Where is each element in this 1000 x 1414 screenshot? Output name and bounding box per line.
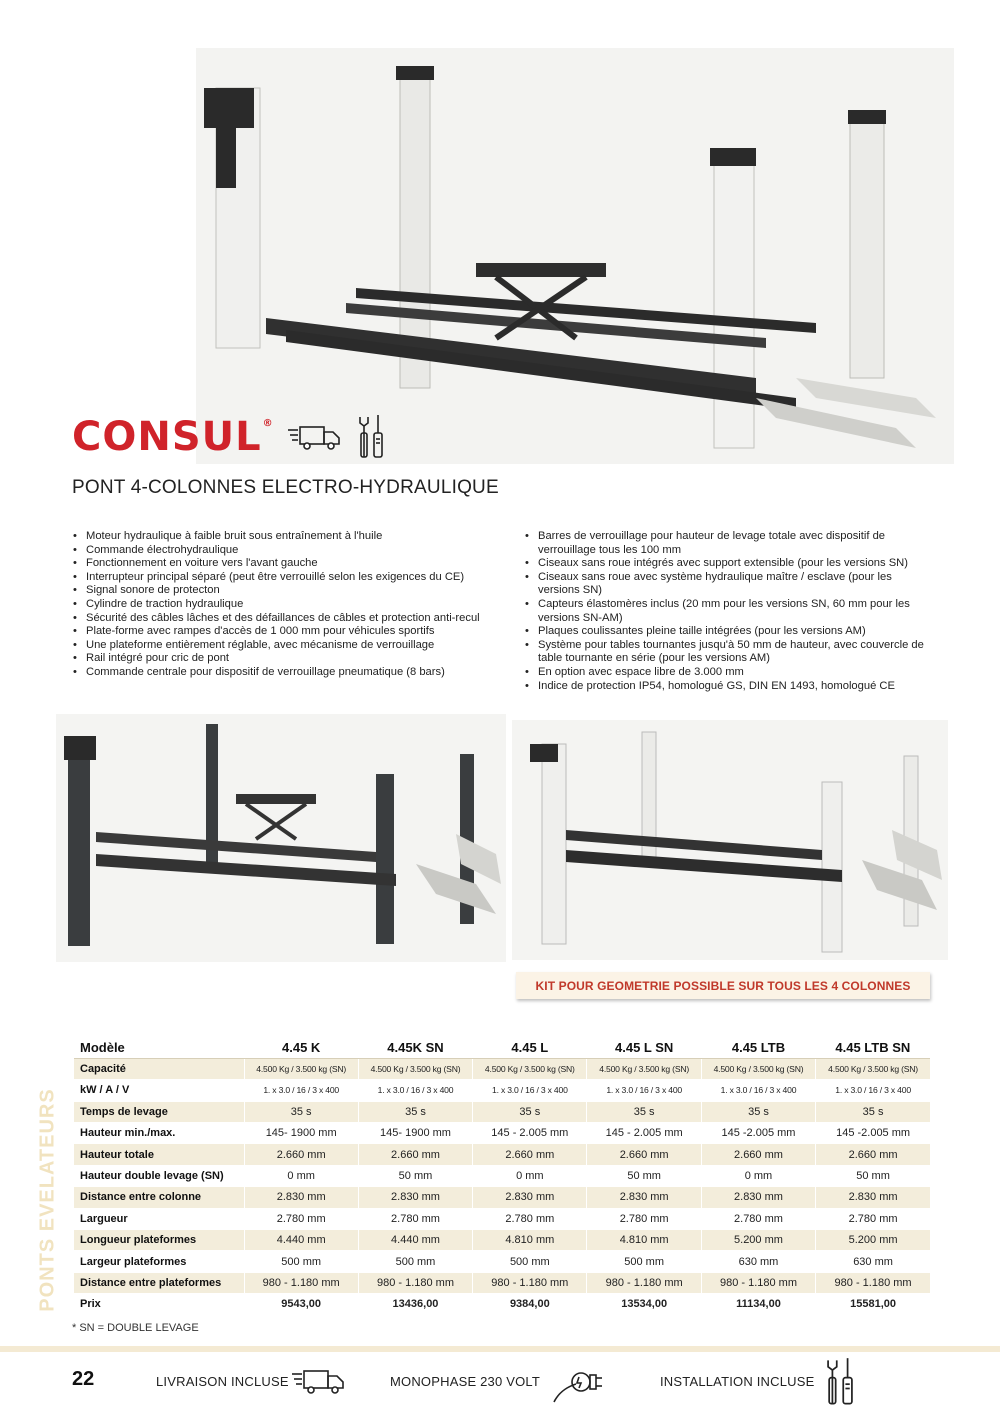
table-cell: 2.780 mm <box>816 1208 930 1229</box>
table-cell: 2.780 mm <box>701 1208 815 1229</box>
row-label: Hauteur totale <box>74 1144 244 1165</box>
table-cell: 2.660 mm <box>244 1144 358 1165</box>
table-row <box>74 1101 930 1122</box>
table-row <box>74 1187 930 1208</box>
table-cell: 2.830 mm <box>701 1187 815 1208</box>
table-cell: 980 - 1.180 mm <box>816 1272 930 1293</box>
hero-lift-photo <box>196 48 954 464</box>
table-cell: 5.200 mm <box>701 1230 815 1251</box>
column-header: 4.45 K <box>244 1037 358 1058</box>
row-label: Hauteur min./max. <box>74 1123 244 1144</box>
list-item: • Une plateforme entièrement réglable, avec mécanisme de verrouillage <box>72 639 502 653</box>
table-cell: 4.500 Kg / 3.500 kg (SN) <box>244 1058 358 1079</box>
list-item: • Ciseaux sans roue avec système hydraulique maître / esclave (pour les versions SN) <box>524 571 934 598</box>
table-cell: 1. x 3.0 / 16 / 3 x 400 <box>587 1080 701 1101</box>
table-cell: 145 -2.005 mm <box>816 1123 930 1144</box>
power-plug-icon <box>550 1360 604 1411</box>
table-cell: 4.500 Kg / 3.500 kg (SN) <box>473 1058 587 1079</box>
list-item: • Barres de verrouillage pour hauteur de levage totale avec dispositif de verrouillage tous les 100 mm <box>524 530 934 557</box>
table-row <box>74 1144 930 1165</box>
page-number: 22 <box>72 1368 95 1390</box>
list-item: • En option avec espace libre de 3.000 mm <box>524 666 934 680</box>
list-item: • Indice de protection IP54, homologué GS, DIN EN 1493, homologué CE <box>524 680 934 694</box>
table-cell: 35 s <box>358 1101 472 1122</box>
specs-table-body <box>74 1058 930 1315</box>
table-cell: 2.660 mm <box>358 1144 472 1165</box>
row-label: Temps de levage <box>74 1101 244 1122</box>
feature-list-right <box>524 530 934 693</box>
feature-list-left <box>72 530 502 680</box>
table-cell: 50 mm <box>587 1165 701 1186</box>
table-cell: 35 s <box>587 1101 701 1122</box>
table-cell: 145 - 2.005 mm <box>473 1123 587 1144</box>
power-supply-label: MONOPHASE 230 VOLT <box>390 1374 541 1389</box>
table-cell: 13534,00 <box>587 1294 701 1315</box>
brand-icons <box>286 414 386 464</box>
table-cell: 1. x 3.0 / 16 / 3 x 400 <box>358 1080 472 1101</box>
table-cell: 1. x 3.0 / 16 / 3 x 400 <box>816 1080 930 1101</box>
table-cell: 980 - 1.180 mm <box>587 1272 701 1293</box>
footer-band <box>0 1346 1000 1352</box>
column-header: 4.45 LTB SN <box>816 1037 930 1058</box>
table-cell: 145 - 2.005 mm <box>587 1123 701 1144</box>
delivery-truck-icon <box>290 1366 346 1401</box>
consul-logo: CONSUL® <box>72 414 274 460</box>
table-cell: 9543,00 <box>244 1294 358 1315</box>
table-cell: 0 mm <box>473 1165 587 1186</box>
table-row <box>74 1080 930 1101</box>
table-cell: 4.500 Kg / 3.500 kg (SN) <box>701 1058 815 1079</box>
list-item: • Plaques coulissantes pleine taille intégrées (pour les versions AM) <box>524 625 934 639</box>
column-header: 4.45 L SN <box>587 1037 701 1058</box>
product-title: PONT 4-COLONNES ELECTRO-HYDRAULIQUE <box>72 477 499 498</box>
list-item: • Fonctionnement en voiture vers l'avant gauche <box>72 557 502 571</box>
column-header: 4.45 L <box>473 1037 587 1058</box>
list-item: • Interrupteur principal séparé (peut être verrouillé selon les exigences du CE) <box>72 571 502 585</box>
table-cell: 500 mm <box>587 1251 701 1272</box>
list-item: • Rail intégré pour cric de pont <box>72 652 502 666</box>
dark-lift-photo <box>56 714 506 962</box>
table-cell: 500 mm <box>244 1251 358 1272</box>
table-cell: 2.780 mm <box>244 1208 358 1229</box>
table-cell: 980 - 1.180 mm <box>358 1272 472 1293</box>
table-cell: 980 - 1.180 mm <box>473 1272 587 1293</box>
table-cell: 145 -2.005 mm <box>701 1123 815 1144</box>
list-item: • Capteurs élastomères inclus (20 mm pour les versions SN, 60 mm pour les versions SN-AM) <box>524 598 934 625</box>
table-cell: 35 s <box>816 1101 930 1122</box>
table-cell: 2.780 mm <box>473 1208 587 1229</box>
table-cell: 2.830 mm <box>244 1187 358 1208</box>
list-item: • Cylindre de traction hydraulique <box>72 598 502 612</box>
table-cell: 2.830 mm <box>473 1187 587 1208</box>
table-row <box>74 1058 930 1079</box>
table-cell: 630 mm <box>701 1251 815 1272</box>
table-cell: 4.500 Kg / 3.500 kg (SN) <box>587 1058 701 1079</box>
table-cell: 1. x 3.0 / 16 / 3 x 400 <box>244 1080 358 1101</box>
table-cell: 2.830 mm <box>358 1187 472 1208</box>
table-cell: 1. x 3.0 / 16 / 3 x 400 <box>701 1080 815 1101</box>
list-item: • Commande électrohydraulique <box>72 544 502 558</box>
table-cell: 2.660 mm <box>473 1144 587 1165</box>
list-item: • Commande centrale pour dispositif de verrouillage pneumatique (8 bars) <box>72 666 502 680</box>
geometry-kit-banner: KIT POUR GEOMETRIE POSSIBLE SUR TOUS LES 4 COLONNES <box>516 972 930 999</box>
table-cell: 2.660 mm <box>587 1144 701 1165</box>
row-label: Longueur plateformes <box>74 1230 244 1251</box>
list-item: • Ciseaux sans roue intégrés avec support extensible (pour les versions SN) <box>524 557 934 571</box>
table-row <box>74 1230 930 1251</box>
column-header: 4.45K SN <box>358 1037 472 1058</box>
list-item: • Système pour tables tournantes jusqu'à 50 mm de hauteur, avec couvercle de table tournante en série (pour les versions AM) <box>524 639 934 666</box>
table-row <box>74 1123 930 1144</box>
table-cell: 980 - 1.180 mm <box>244 1272 358 1293</box>
table-cell: 35 s <box>244 1101 358 1122</box>
list-item: • Signal sonore de protecton <box>72 584 502 598</box>
table-cell: 145- 1900 mm <box>244 1123 358 1144</box>
table-cell: 0 mm <box>244 1165 358 1186</box>
table-cell: 630 mm <box>816 1251 930 1272</box>
table-row <box>74 1294 930 1315</box>
list-item: • Sécurité des câbles lâches et des défaillances de câbles et protection anti-recul <box>72 612 502 626</box>
delivery-truck-icon <box>286 422 342 457</box>
table-cell: 1. x 3.0 / 16 / 3 x 400 <box>473 1080 587 1101</box>
table-cell: 5.200 mm <box>816 1230 930 1251</box>
table-cell: 145- 1900 mm <box>358 1123 472 1144</box>
list-item: • Moteur hydraulique à faible bruit sous entraînement à l'huile <box>72 530 502 544</box>
table-cell: 500 mm <box>473 1251 587 1272</box>
row-label: Largeur plateformes <box>74 1251 244 1272</box>
table-cell: 500 mm <box>358 1251 472 1272</box>
table-cell: 980 - 1.180 mm <box>701 1272 815 1293</box>
table-cell: 50 mm <box>358 1165 472 1186</box>
table-cell: 4.500 Kg / 3.500 kg (SN) <box>816 1058 930 1079</box>
table-cell: 4.440 mm <box>244 1230 358 1251</box>
table-cell: 2.660 mm <box>816 1144 930 1165</box>
table-cell: 35 s <box>701 1101 815 1122</box>
table-row <box>74 1272 930 1293</box>
list-item: • Plate-forme avec rampes d'accès de 1 000 mm pour véhicules sportifs <box>72 625 502 639</box>
table-header-row <box>74 1037 930 1058</box>
table-cell: 15581,00 <box>816 1294 930 1315</box>
table-row <box>74 1208 930 1229</box>
installation-included-label: INSTALLATION INCLUSE <box>660 1374 815 1389</box>
delivery-included-label: LIVRAISON INCLUSE <box>156 1374 289 1389</box>
table-cell: 2.830 mm <box>587 1187 701 1208</box>
table-cell: 2.660 mm <box>701 1144 815 1165</box>
table-row <box>74 1251 930 1272</box>
table-cell: 2.780 mm <box>358 1208 472 1229</box>
row-label: Capacité <box>74 1058 244 1079</box>
table-cell: 9384,00 <box>473 1294 587 1315</box>
table-cell: 4.440 mm <box>358 1230 472 1251</box>
row-label: Largueur <box>74 1208 244 1229</box>
table-cell: 50 mm <box>816 1165 930 1186</box>
specs-table <box>74 1037 930 1316</box>
table-cell: 2.830 mm <box>816 1187 930 1208</box>
table-cell: 4.810 mm <box>473 1230 587 1251</box>
footnote: * SN = DOUBLE LEVAGE <box>72 1322 199 1334</box>
table-cell: 11134,00 <box>701 1294 815 1315</box>
column-header: 4.45 LTB <box>701 1037 815 1058</box>
row-label: kW / A / V <box>74 1080 244 1101</box>
table-cell: 13436,00 <box>358 1294 472 1315</box>
table-cell: 4.500 Kg / 3.500 kg (SN) <box>358 1058 472 1079</box>
table-cell: 4.810 mm <box>587 1230 701 1251</box>
table-cell: 0 mm <box>701 1165 815 1186</box>
table-cell: 2.780 mm <box>587 1208 701 1229</box>
side-section-label: PONTS EVELATEURS <box>36 1088 59 1312</box>
tools-icon <box>356 413 386 466</box>
column-header: Modèle <box>74 1037 244 1058</box>
tools-icon <box>822 1356 858 1413</box>
row-label: Distance entre plateformes <box>74 1272 244 1293</box>
white-lift-photo <box>512 720 948 960</box>
row-label: Prix <box>74 1294 244 1315</box>
row-label: Hauteur double levage (SN) <box>74 1165 244 1186</box>
table-cell: 35 s <box>473 1101 587 1122</box>
table-row <box>74 1165 930 1186</box>
row-label: Distance entre colonne <box>74 1187 244 1208</box>
